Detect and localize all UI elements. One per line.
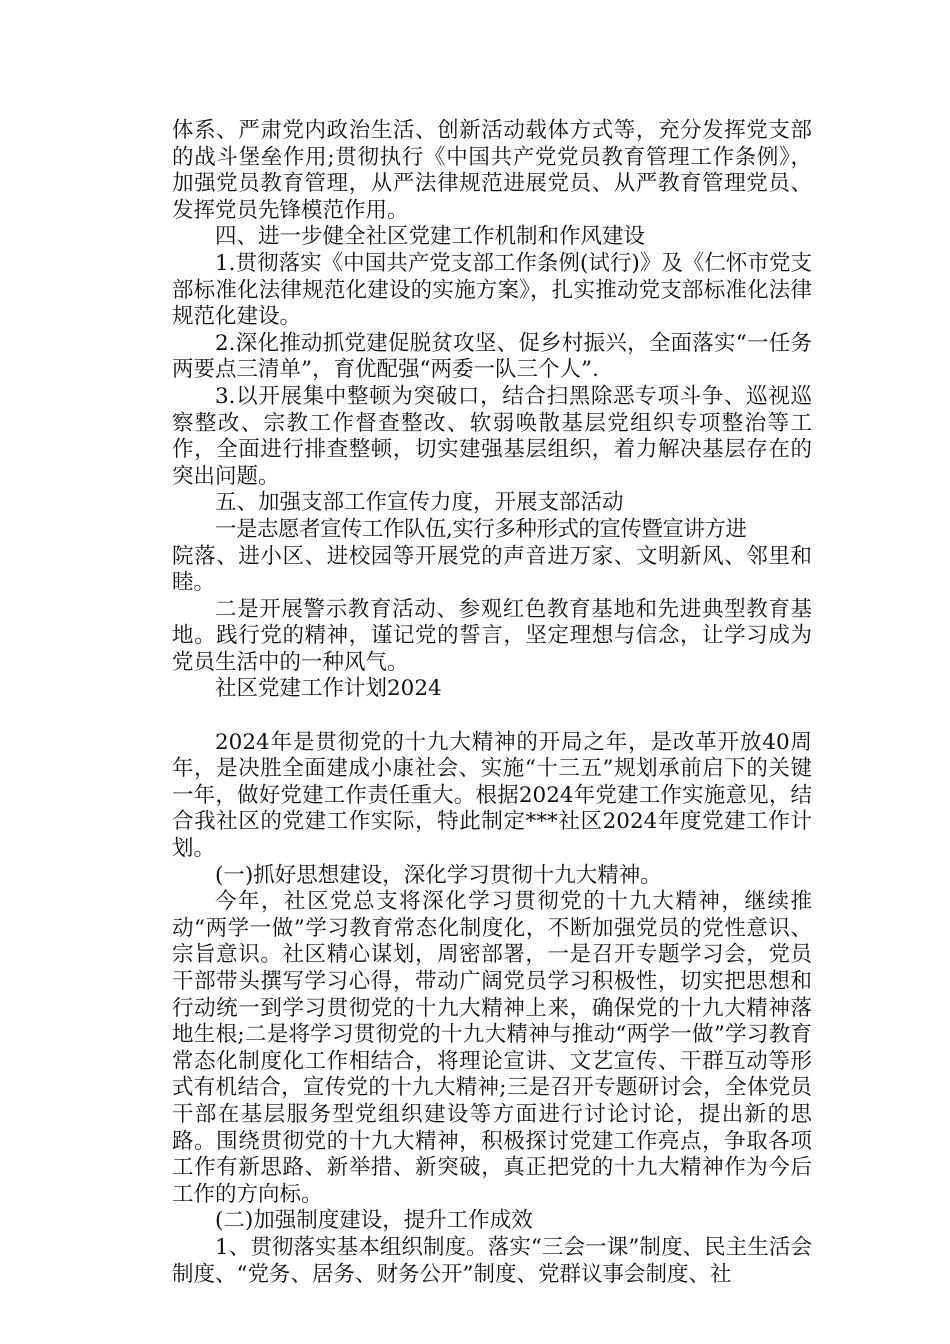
- body-paragraph: 2.深化推动抓党建促脱贫攻坚、促乡村振兴，全面落实“一任务两要点三清单”，育优配强“两委一队三个人”.: [172, 330, 812, 383]
- section-heading: 五、加强支部工作宣传力度，开展支部活动: [215, 490, 624, 516]
- blank-line: [172, 703, 812, 730]
- body-paragraph: 3.以开展集中整顿为突破口，结合扫黑除恶专项斗争、巡视巡察整改、宗教工作督查整改、软弱唤散基层党组织专项整治等工作，全面进行排查整顿，切实建强基层组织，着力解决基层存在的突出问题。: [172, 383, 812, 489]
- body-paragraph: 1.贯彻落实《中国共产党支部工作条例(试行)》及《仁怀市党支部标准化法律规范化建设的实施方案》，扎实推动党支部标准化法律规范化建设。: [172, 250, 812, 330]
- body-paragraph: 1、贯彻落实基本组织制度。落实“三会一课”制度、民主生活会制度、“党务、居务、财务公开”制度、党群议事会制度、社: [172, 1234, 812, 1287]
- body-paragraph: 2024年是贯彻党的十九大精神的开局之年，是改革开放40周年，是决胜全面建成小康社会、实施“十三五”规划承前启下的关键一年，做好党建工作责任重大。根据2024年党建工作实施意见，结合我社区的党建工作实际，特此制定***社区2024年度党建工作计划。: [172, 729, 812, 862]
- document-page: [172, 118, 812, 1288]
- body-paragraph: 二是开展警示教育活动、参观红色教育基地和先进典型教育基地。践行党的精神，谨记党的誓言，坚定理想与信念，让学习成为党员生活中的一种风气。: [172, 596, 812, 675]
- body-paragraph: 一是志愿者宣传工作队伍,实行多种形式的宣传暨宣讲方进: [215, 516, 747, 542]
- body-paragraph: 体系、严肃党内政治生活、创新活动载体方式等，充分发挥党支部的战斗堡垒作用;贯彻执行《中国共产党党员教育管理工作条例》，加强党员教育管理，从严法律规范进展党员、从严教育管理党员、发挥党员先锋模范作用。: [172, 118, 812, 223]
- section-heading: (二)加强制度建设，提升工作成效: [215, 1208, 533, 1234]
- section-heading: (一)抓好思想建设，深化学习贯彻十九大精神。: [215, 862, 662, 888]
- body-paragraph: 院落、进小区、进校园等开展党的声音进万家、文明新风、邻里和睦。: [172, 543, 812, 596]
- document-title: 社区党建工作计划2024: [215, 676, 442, 702]
- body-paragraph: 今年，社区党总支将深化学习贯彻党的十九大精神，继续推动“两学一做”学习教育常态化制度化，不断加强党员的党性意识、宗旨意识。社区精心谋划，周密部署，一是召开专题学习会，党员干部带头撰写学习心得，带动广阔党员学习积极性，切实把思想和行动统一到学习贯彻党的十九大精神上来，确保党的十九大精神落地生根;二是将学习贯彻党的十九大精神与推动“两学一做”学习教育常态化制度化工作相结合，将理论宣讲、文艺宣传、干群互动等形式有机结合，宣传党的十九大精神;三是召开专题研讨会，全体党员干部在基层服务型党组织建设等方面进行讨论讨论，提出新的思路。围绕贯彻党的十九大精神，积极探讨党建工作亮点，争取各项工作有新思路、新举措、新突破，真正把党的十九大精神作为今后工作的方向标。: [172, 889, 812, 1207]
- section-heading: 四、进一步健全社区党建工作机制和作风建设: [215, 224, 646, 250]
